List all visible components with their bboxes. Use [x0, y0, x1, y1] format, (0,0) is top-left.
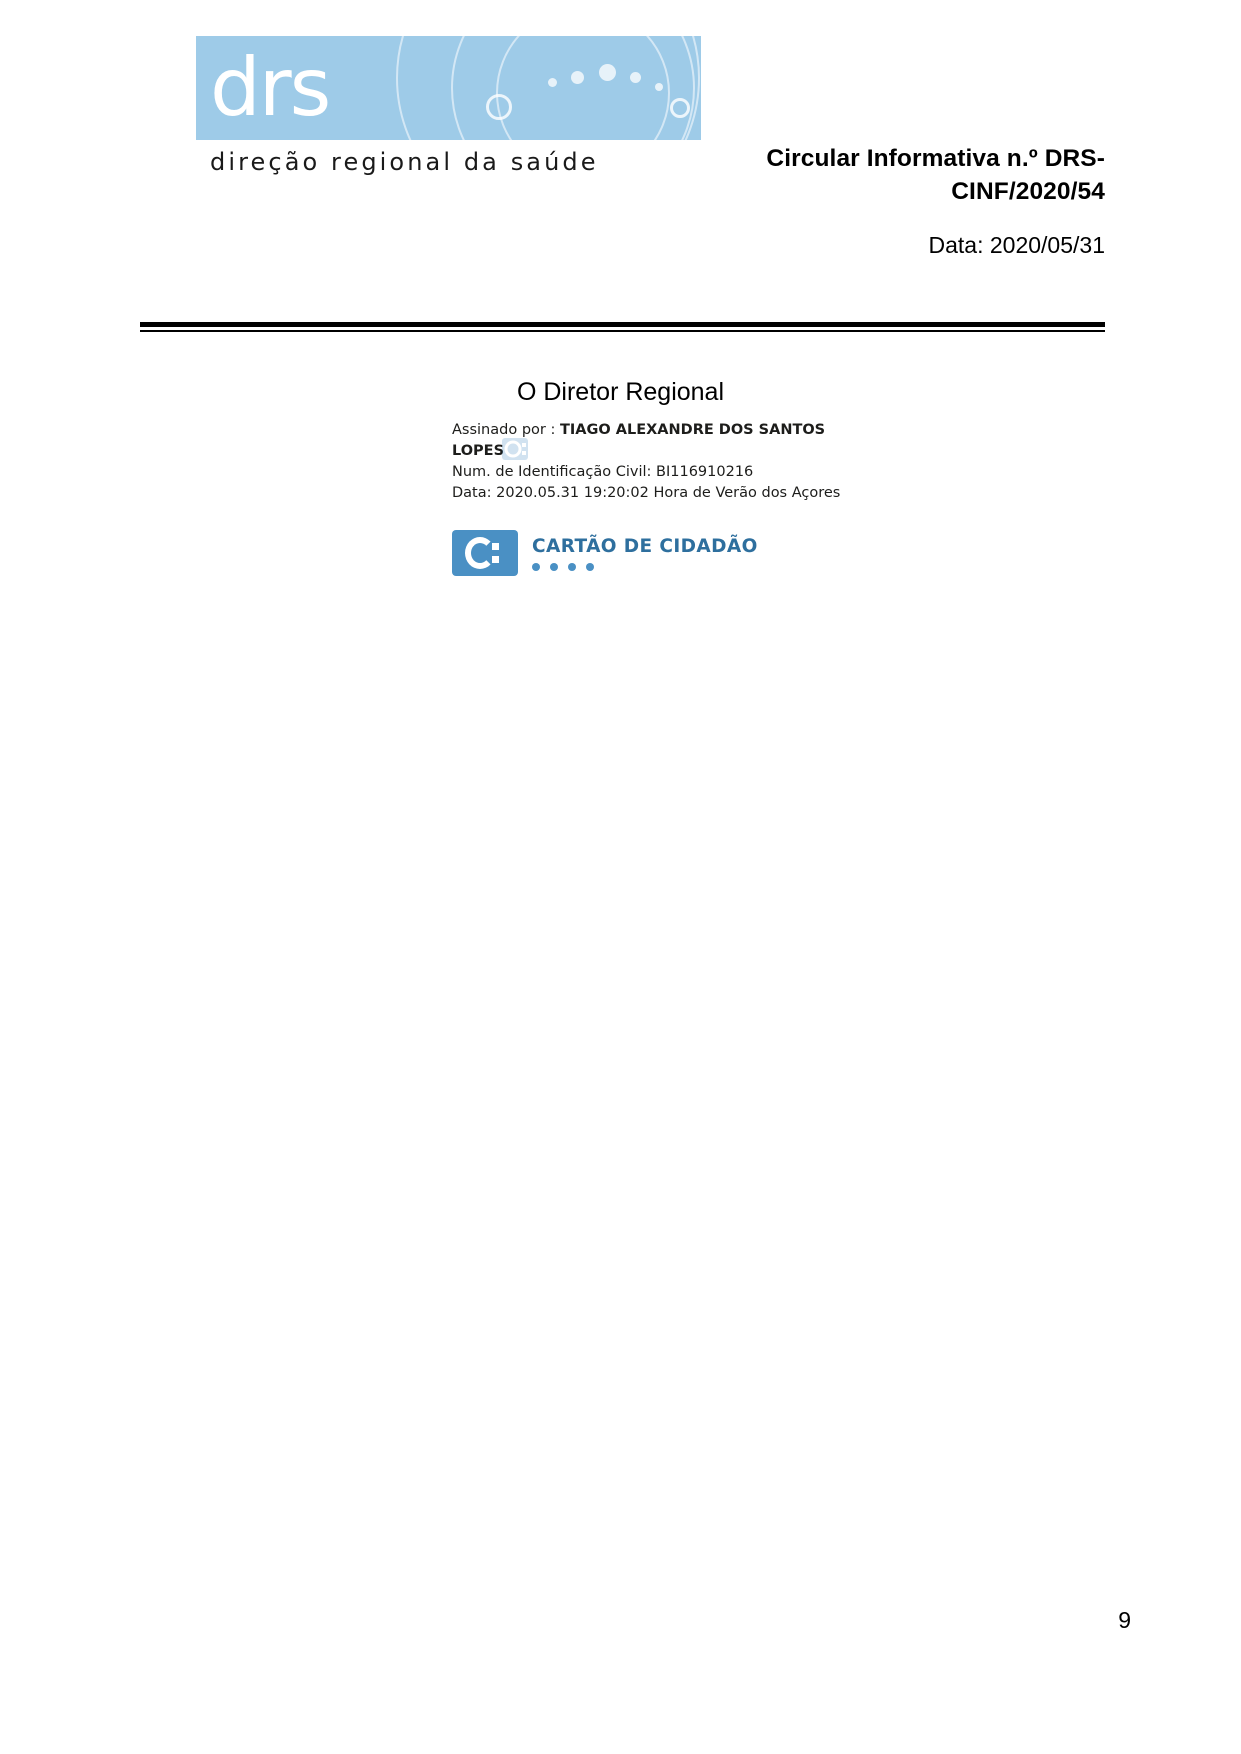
citizen-card-dot-icon — [532, 563, 540, 571]
signer-name: TIAGO ALEXANDRE DOS SANTOS LOPES — [452, 422, 826, 459]
decorative-dot-icon — [630, 72, 641, 83]
citizen-card-dot-icon — [568, 563, 576, 571]
citizen-card-dot-icon — [586, 563, 594, 571]
citizen-card-dots — [532, 563, 758, 571]
decorative-circle-icon — [486, 94, 512, 120]
citizen-card-square-icon — [492, 543, 499, 550]
decorative-dot-icon — [571, 71, 584, 84]
decorative-swirl-icon — [496, 36, 670, 140]
citizen-card-logo — [452, 530, 758, 576]
digital-signature-stamp — [452, 420, 841, 504]
logo-wordmark: drs — [210, 41, 330, 134]
circular-title: Circular Informativa n.º DRS-CINF/2020/54 — [766, 145, 1105, 205]
signature-watermark-icon — [500, 434, 540, 464]
signed-by-label: Assinado por : — [452, 422, 556, 438]
signature-datetime: Data: 2020.05.31 19:20:02 Hora de Verão dos Açores — [452, 485, 841, 501]
decorative-dot-icon — [655, 83, 663, 91]
header-divider-thin — [140, 330, 1105, 332]
signer-civil-id: Num. de Identificação Civil: BI116910216 — [452, 464, 754, 480]
citizen-card-dot-icon — [550, 563, 558, 571]
drs-logo — [196, 36, 708, 176]
document-header — [0, 0, 1241, 320]
citizen-card-c-glyph — [465, 537, 495, 569]
citizen-card-square-icon — [492, 556, 499, 563]
logo-subtitle: direção regional da saúde — [210, 148, 599, 176]
decorative-dot-icon — [548, 78, 557, 87]
decorative-circle-icon — [670, 98, 690, 118]
header-divider — [140, 322, 1105, 332]
logo-banner-graphic — [196, 36, 701, 140]
circular-date: Data: 2020/05/31 — [928, 232, 1105, 258]
header-meta — [645, 142, 1105, 260]
page-number: 9 — [1118, 1607, 1131, 1633]
decorative-dot-icon — [599, 64, 616, 81]
header-divider-thick — [140, 322, 1105, 327]
citizen-card-label: CARTÃO DE CIDADÃO — [532, 535, 758, 557]
citizen-card-icon — [452, 530, 518, 576]
citizen-card-text — [532, 536, 758, 571]
signature-heading: O Diretor Regional — [516, 378, 725, 406]
